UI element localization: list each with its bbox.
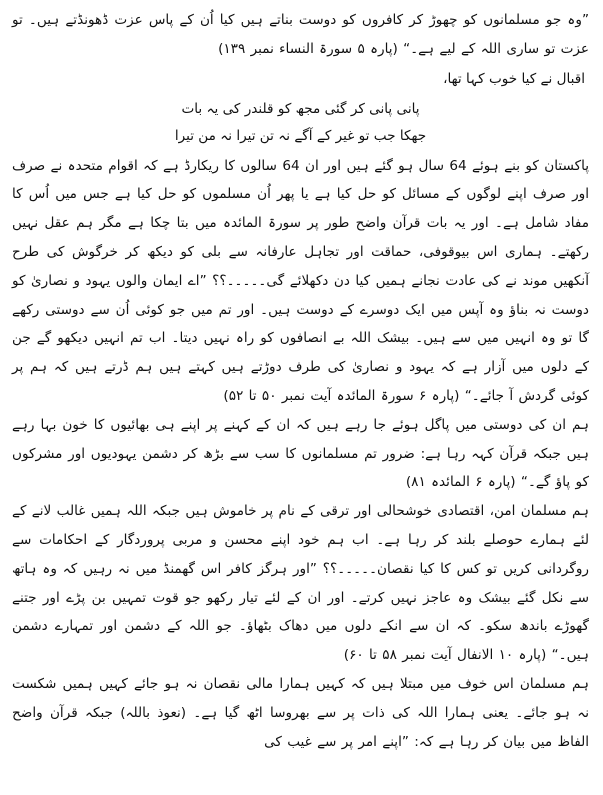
iqbal-intro-line: اقبال نے کیا خوب کہا تھا، bbox=[443, 70, 585, 87]
couplet-line-2: جھکا جب تو غیر کے آگے نہ تن تیرا نہ من تیرا bbox=[174, 127, 427, 144]
body-paragraph-muslims-peace: ہم مسلمان امن، اقتصادی خوشحالی اور ترقی کے نام پر خاموش ہیں جبکہ اللہ ہمیں غالب لانے کے لئے ہمارے حوصلے بلند کر رہا ہے۔ اب ہم خود اپنے محسن و مربی پروردگار کے احکامات سے روگردانی کریں تو کس کا کیا نقصان۔۔۔۔۔؟؟ ”اور ہرگز کافر اس گھمنڈ میں نہ رہیں کہ وہ ہاتھ سے نکل گئے بیشک وہ عاجز نہیں کرتے۔ اور ان کے لئے تیار رکھو جو قوت تمہیں بن پڑے اور جتنے گھوڑے باندھ سکو۔ کہ ان سے انکے دلوں میں دھاک بٹھاؤ۔ جو اللہ کے دشمن اور تمہارے دشمن ہیں۔“ (پارہ ۱۰ الانفال آیت نمبر ۵۸ تا ۶۰) bbox=[12, 503, 589, 664]
body-paragraph-fear: ہم مسلمان اس خوف میں مبتلا ہیں کہ کہیں ہمارا مالی نقصان نہ ہو جائے کہیں ہمیں شکست نہ ہو جائے۔ یعنی ہمارا اللہ کی ذات پر سے بھروسا اٹھ گیا ہے۔ (نعوذ باللہ) جبکہ قرآن واضح الفاظ میں بیان کر رہا ہے کہ: ”اپنے امر پر سے غیب کی bbox=[12, 675, 589, 750]
quran-quote-paragraph: ”وہ جو مسلمانوں کو چھوڑ کر کافروں کو دوست بناتے ہیں کیا اُن کے پاس عزت ڈھونڈتے ہیں۔ تو عزت تو ساری اللہ کے لیے ہے۔“ (پارہ ۵ سورۃ النساء نمبر ۱۳۹) bbox=[12, 12, 589, 57]
body-paragraph-pakistan: پاکستان کو بنے ہوئے 64 سال ہو گئے ہیں اور ان 64 سالوں کا ریکارڈ ہے کہ اقوام متحدہ نے صرف اور صرف اپنے لوگوں کے مسائل کو حل کیا ہے یا پھر اُن مسلموں کو حل کیا ہے جس میں اُس کا مفاد شامل ہے۔ اور یہ بات قرآن واضح طور پر سورۃ المائدہ میں بتا چکا ہے مگر ہم عقل نہیں رکھتے۔ ہماری اس بیوقوفی، حماقت اور تجاہل عارفانہ سے بلی کو دیکھ کر خرگوش کی طرح آنکھیں موند نے کی عادت نجانے ہمیں کیا دن دکھلائے گی۔۔۔۔۔؟؟ ”اے ایمان والوں یہود و نصاریٰ کو دوست نہ بناؤ وہ آپس میں ایک دوسرے کے دوست ہیں۔ اور تم میں جو کوئی اُن سے دوستی رکھے گا تو وہ انہیں میں سے ہیں۔ بیشک اللہ بے انصافوں کو راہ نہیں دیتا۔ اب تم انہیں دیکھو گے جن کے دلوں میں آزار ہے کہ یہود و نصاریٰ کی طرف دوڑتے ہیں کہتے ہیں ہم ڈرتے ہیں کہ ہم پر کوئی گردش آ جائے۔“ (پارہ ۶ سورۃ المائدہ آیت نمبر ۵۰ تا ۵۲) bbox=[12, 157, 590, 404]
body-paragraph-friendship: ہم ان کی دوستی میں پاگل ہوئے جا رہے ہیں کہ ان کے کہنے پر اپنے ہی بھائیوں کا خون بہا رہے ہیں جبکہ قرآن کہہ رہا ہے: ضرور تم مسلمانوں کا سب سے بڑھ کر دشمن یہودیوں اور مشرکوں کو پاؤ گے۔“ (پارہ ۶ المائدہ ۸۱) bbox=[12, 416, 589, 491]
couplet-line-1: پانی پانی کر گئی مجھ کو قلندر کی یہ بات bbox=[181, 100, 420, 117]
